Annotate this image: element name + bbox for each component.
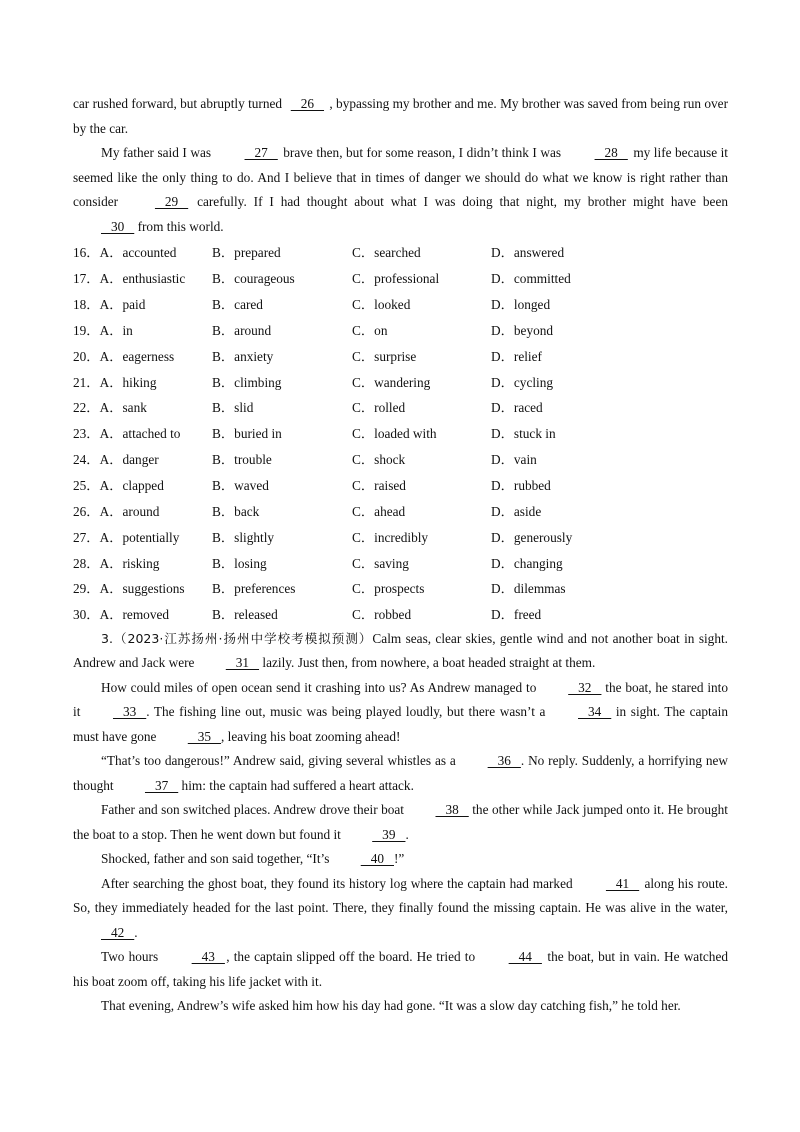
option-row: [73, 575, 728, 601]
option-cell: [73, 604, 212, 623]
option-row: [73, 497, 728, 523]
paragraph-41-42: After searching the ghost boat, they found its history log where the captain had marked 41 along his route. So, they immediately headed for the last point. There, they finally found the missing captain. He was alive in the water, 42 .: [73, 872, 728, 946]
option-cell: D．changing: [491, 555, 563, 571]
option-cell: B．prepared: [212, 245, 281, 261]
option-row: [73, 239, 728, 265]
option-cell: D．stuck in: [491, 426, 556, 442]
blank-33: 33: [112, 704, 147, 720]
option-cell: [73, 449, 212, 468]
option-cell: D．dilemmas: [491, 581, 566, 597]
paragraph-43-44: Two hours 43 , the captain slipped off the board. He tried to 44 the boat, but in vain. He watched his boat zoom off, taking his life jacket with it.: [73, 945, 728, 994]
option-cell: D．generously: [491, 529, 573, 545]
blank-38: 38: [435, 802, 469, 818]
option-cell: B．courageous: [212, 271, 295, 287]
option-cell: D．cycling: [491, 374, 554, 390]
option-cell: B．slightly: [212, 529, 275, 545]
option-cell: 20．: [73, 348, 100, 364]
option-cell: A．danger: [99, 452, 159, 468]
option-cell: A．eagerness: [99, 348, 175, 364]
option-cell: A．removed: [99, 607, 170, 623]
option-cell: B．climbing: [212, 374, 282, 390]
option-cell: D．rubbed: [491, 478, 551, 494]
option-cell: B．around: [212, 322, 272, 338]
option-cell: [73, 268, 212, 287]
blank-36: 36: [487, 753, 521, 769]
option-cell: [73, 475, 212, 494]
option-row: [73, 368, 728, 394]
option-row: [73, 420, 728, 446]
option-cell: B．released: [212, 607, 278, 623]
option-cell: C．professional: [352, 271, 440, 287]
option-cell: D．committed: [491, 271, 571, 287]
option-cell: A．in: [99, 322, 133, 338]
option-cell: [73, 372, 212, 391]
option-row: [73, 265, 728, 291]
option-cell: 28．: [73, 555, 100, 571]
option-row: [73, 601, 728, 627]
option-cell: B．trouble: [212, 452, 272, 468]
option-cell: A．clapped: [99, 478, 164, 494]
option-cell: C．searched: [352, 245, 421, 261]
option-cell: 18．: [73, 297, 100, 313]
option-cell: C．on: [352, 322, 388, 338]
option-cell: D．aside: [491, 503, 542, 519]
option-cell: D．answered: [491, 245, 565, 261]
option-cell: 19．: [73, 322, 100, 338]
option-cell: [73, 346, 212, 365]
option-cell: D．relief: [491, 348, 542, 364]
option-cell: B．preferences: [212, 581, 296, 597]
option-cell: A．sank: [99, 400, 147, 416]
option-row: [73, 446, 728, 472]
option-cell: A．paid: [99, 297, 146, 313]
option-cell: 30．: [73, 607, 100, 623]
blank-41: 41: [605, 875, 640, 891]
blank-31: 31: [225, 655, 260, 671]
blank-35: 35: [187, 728, 222, 744]
option-cell: A．hiking: [99, 374, 157, 390]
blank-29: 29: [154, 194, 189, 209]
option-cell: D．longed: [491, 297, 551, 313]
option-row: [73, 291, 728, 317]
option-cell: B．back: [212, 503, 260, 519]
option-row: [73, 317, 728, 343]
blank-40: 40: [360, 851, 394, 867]
option-cell: C．raised: [352, 478, 406, 494]
option-cell: 16．: [73, 245, 100, 261]
option-cell: [73, 242, 212, 261]
paragraph-32-35: How could miles of open ocean send it crashing into us? As Andrew managed to 32 the boat, he stared into it 33 . The fishing line out, music was being played loudly, but there wasn’t a 34 in sight. The captain must have gone 35 , leaving his boat zooming ahead!: [73, 676, 728, 750]
option-cell: A．suggestions: [99, 581, 185, 597]
paragraph-closing: That evening, Andrew’s wife asked him how his day had gone. “It was a slow day catching fish,” he told her.: [101, 998, 681, 1014]
blank-39: 39: [372, 826, 406, 842]
option-cell: 22．: [73, 400, 100, 416]
option-cell: [73, 423, 212, 442]
option-row: [73, 342, 728, 368]
option-cell: C．incredibly: [352, 529, 429, 545]
option-cell: B．waved: [212, 478, 269, 494]
paragraph-26: car rushed forward, but abruptly turned 26 , bypassing my brother and me. My brother was saved from being run over by the car.: [73, 92, 728, 141]
option-cell: D．beyond: [491, 322, 554, 338]
option-cell: C．shock: [352, 452, 406, 468]
option-cell: 17．: [73, 271, 100, 287]
paragraph-36-37: “That’s too dangerous!” Andrew said, giving several whistles as a 36 . No reply. Suddenly, a horrifying new thought 37 him: the captain had suffered a heart attack.: [73, 749, 728, 798]
blank-27: 27: [244, 145, 278, 160]
option-cell: C．prospects: [352, 581, 425, 597]
option-cell: A．attached to: [99, 426, 181, 442]
paragraph-27-30: My father said I was 27 brave then, but for some reason, I didn’t think I was 28 my life because it seemed like the only thing to do. And I believe that in times of danger we should do what we know is right rather than consider 29 carefully. If I had thought about what I was doing that night, my brother might have been 30 from this world.: [73, 141, 728, 239]
option-cell: C．saving: [352, 555, 409, 571]
document-page: [73, 92, 728, 1019]
option-cell: B．cared: [212, 297, 263, 313]
blank-30: 30: [101, 218, 135, 234]
paragraph-38-39: Father and son switched places. Andrew drove their boat 38 the other while Jack jumped onto it. He brought the boat to a stop. Then he went down but found it 39 .: [73, 798, 728, 847]
option-cell: A．risking: [99, 555, 160, 571]
option-cell: [73, 320, 212, 339]
option-cell: [73, 578, 212, 597]
option-cell: 23．: [73, 426, 100, 442]
option-cell: 27．: [73, 529, 100, 545]
option-cell: A．around: [99, 503, 160, 519]
option-cell: D．raced: [491, 400, 543, 416]
blank-44: 44: [508, 949, 542, 965]
option-cell: C．loaded with: [352, 426, 437, 442]
option-row: [73, 394, 728, 420]
option-row: [73, 523, 728, 549]
option-cell: 29．: [73, 581, 100, 597]
blank-42: 42: [101, 924, 135, 940]
option-cell: B．buried in: [212, 426, 282, 442]
blank-32: 32: [568, 679, 602, 695]
option-cell: 21．: [73, 374, 100, 390]
blank-43: 43: [191, 949, 225, 965]
option-cell: [73, 501, 212, 520]
option-cell: B．losing: [212, 555, 267, 571]
option-cell: A．enthusiastic: [99, 271, 186, 287]
option-cell: C．rolled: [352, 400, 406, 416]
option-cell: C．looked: [352, 297, 411, 313]
option-cell: C．ahead: [352, 503, 406, 519]
option-row: [73, 472, 728, 498]
options-list: [73, 239, 728, 627]
option-cell: B．anxiety: [212, 348, 274, 364]
blank-28: 28: [594, 145, 628, 160]
section3-intro: 3.（2023·江苏扬州·扬州中学校考模拟预测）Calm seas, clear skies, gentle wind and not another boat in sight. Andrew and Jack were 31 lazily. Just then, from nowhere, a boat headed straight at them.: [73, 627, 728, 676]
option-cell: 26．: [73, 503, 100, 519]
option-cell: [73, 527, 212, 546]
option-cell: C．wandering: [352, 374, 431, 390]
blank-26: 26: [290, 96, 325, 111]
option-cell: [73, 553, 212, 572]
paragraph-40: Shocked, father and son said together, “It’s 40 !”: [73, 847, 728, 872]
option-cell: A．accounted: [99, 245, 177, 261]
option-cell: C．surprise: [352, 348, 417, 364]
blank-37: 37: [144, 777, 179, 793]
option-cell: A．potentially: [99, 529, 180, 545]
option-cell: 25．: [73, 478, 100, 494]
option-cell: [73, 294, 212, 313]
option-cell: [73, 397, 212, 416]
option-row: [73, 549, 728, 575]
option-cell: D．vain: [491, 452, 537, 468]
option-cell: C．robbed: [352, 607, 412, 623]
blank-34: 34: [578, 704, 612, 720]
option-cell: 24．: [73, 452, 100, 468]
option-cell: B．slid: [212, 400, 254, 416]
option-cell: D．freed: [491, 607, 542, 623]
